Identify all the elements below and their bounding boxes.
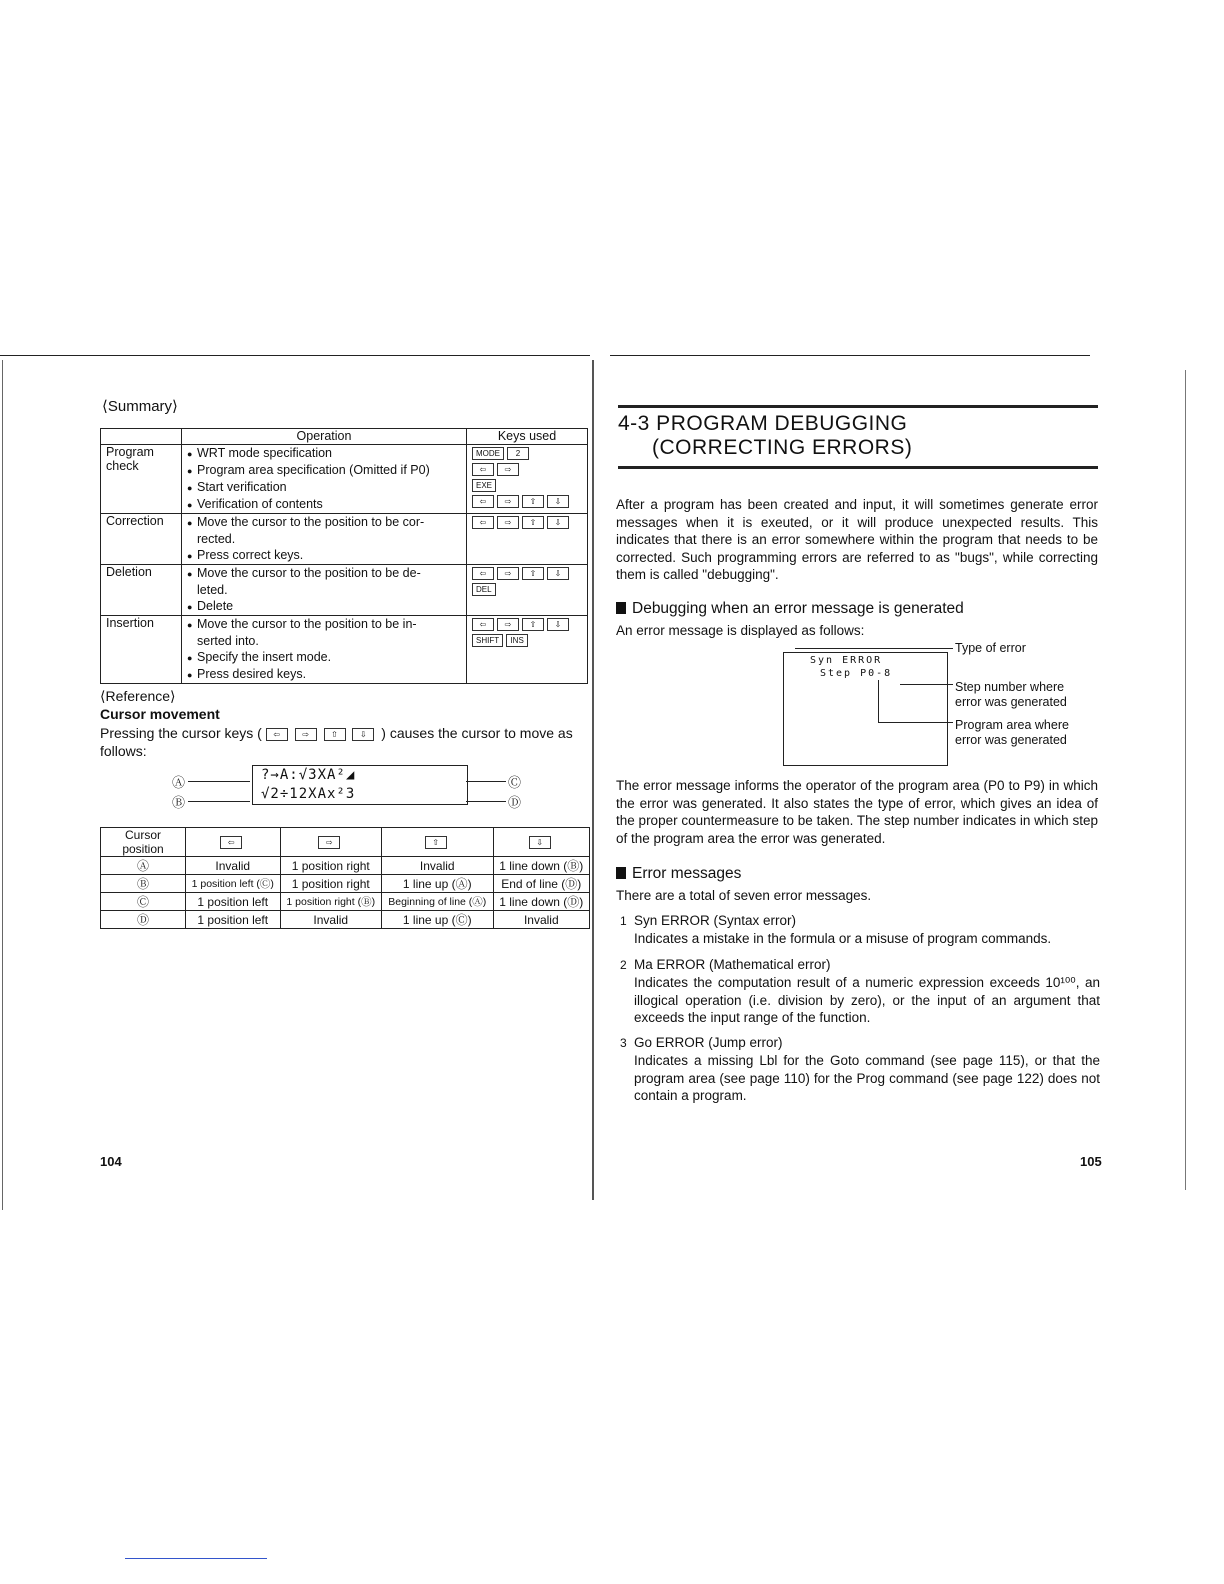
cursor-body: [101, 857, 590, 929]
key-left: ⇦: [266, 728, 288, 741]
summary-header-row: [101, 429, 588, 445]
key-cap: ⇦: [472, 463, 494, 476]
top-scan-line-left: [0, 355, 590, 356]
summary-table: [100, 428, 588, 684]
summary-operations: [182, 616, 467, 684]
cursor-position-cell: Ⓑ: [101, 875, 186, 893]
summary-keys: [467, 565, 588, 616]
annotation-area: Program area where error was generated: [955, 718, 1069, 747]
summary-category: Correction: [101, 514, 182, 565]
summary-row: [101, 616, 588, 684]
key-group: [472, 477, 582, 493]
key-cap: ⇧: [522, 618, 544, 631]
bullet-icon: ●: [187, 551, 193, 561]
area-leader-vertical: [878, 680, 879, 722]
subhead-debugging: Debugging when an error message is generated: [616, 600, 964, 618]
summary-category: Program check: [101, 445, 182, 514]
summary-keys: [467, 616, 588, 684]
summary-category: Insertion: [101, 616, 182, 684]
cursor-row: [101, 911, 590, 929]
bullet-icon: ●: [187, 620, 193, 630]
summary-operation: [187, 633, 461, 649]
key-cap: ⇩: [547, 567, 569, 580]
error-3-number: 3: [620, 1036, 627, 1050]
summary-title: ⟨Summary⟩: [102, 398, 178, 415]
key-cap: SHIFT: [472, 634, 503, 647]
operation-text: WRT mode specification: [197, 446, 333, 460]
operation-text: Press correct keys.: [197, 548, 304, 562]
cursor-result-cell: Invalid: [280, 911, 381, 929]
bullet-icon: ●: [187, 449, 193, 459]
summary-operation: [187, 462, 461, 479]
operation-text: rected.: [197, 532, 236, 546]
cursor-row: [101, 875, 590, 893]
pressing-text-a: Pressing the cursor keys (: [100, 725, 262, 741]
cursor-position-cell: Ⓐ: [101, 857, 186, 875]
page-number-left: 104: [100, 1154, 122, 1169]
total-text: There are a total of seven error messages.: [616, 888, 872, 903]
key-group: [472, 514, 582, 530]
summary-operation: [187, 582, 461, 598]
key-cap: ⇦: [472, 567, 494, 580]
cursor-header-right: ⇨: [280, 828, 381, 857]
operation-text: Program area specification (Omitted if P0): [197, 463, 430, 477]
section-title-line-1: 4-3 PROGRAM DEBUGGING: [618, 412, 908, 435]
page-number-right: 105: [1080, 1154, 1102, 1169]
cursor-position-cell: Ⓒ: [101, 893, 186, 911]
key-group: [472, 445, 582, 461]
cursor-result-cell: 1 line up (Ⓒ): [381, 911, 493, 929]
header-keys: Keys used: [467, 429, 588, 445]
key-cap: 2: [507, 447, 529, 460]
cursor-result-cell: 1 line down (Ⓑ): [493, 857, 589, 875]
displayed-as-text: An error message is displayed as follows:: [616, 623, 865, 638]
annotation-type: Type of error: [955, 641, 1026, 655]
cursor-result-cell: 1 position right (Ⓑ): [280, 893, 381, 911]
bullet-icon: ●: [187, 466, 193, 476]
operation-text: serted into.: [197, 634, 259, 648]
right-edge-line: [1185, 370, 1186, 1190]
bullet-icon: ●: [187, 500, 193, 510]
key-cap: INS: [506, 634, 528, 647]
summary-operations: [182, 565, 467, 616]
intro-paragraph: After a program has been created and input, it will sometimes generate error messages when it is exeuted, or it will produce unexpected results. This indicates that there is an error somewhere within the program that needs to be corrected. Such programming errors are referred to as "bugs", while correcting them is called "debugging".: [616, 497, 1098, 582]
label-b: Ⓑ: [172, 795, 186, 810]
cursor-position-cell: Ⓓ: [101, 911, 186, 929]
bullet-icon: ●: [187, 670, 193, 680]
title-rule-bottom: [618, 466, 1098, 469]
section-title: [618, 412, 1098, 460]
key-group: [472, 565, 582, 581]
bullet-icon: ●: [187, 653, 193, 663]
square-bullet-icon: [616, 867, 626, 879]
key-cap: ⇦: [472, 495, 494, 508]
title-rule-top: [618, 405, 1098, 408]
operation-text: Move the cursor to the position to be cor-: [197, 515, 425, 529]
error-screen-line-1: Syn ERROR: [810, 655, 883, 666]
label-d: Ⓓ: [508, 795, 522, 810]
key-cap: ⇧: [522, 495, 544, 508]
cursor-result-cell: Beginning of line (Ⓐ): [381, 893, 493, 911]
operation-text: Verification of contents: [197, 497, 323, 511]
header-category: [101, 429, 182, 445]
leader-c: [466, 781, 506, 782]
error-3-title: Go ERROR (Jump error): [634, 1035, 783, 1050]
cursor-result-cell: Invalid: [493, 911, 589, 929]
summary-operation: [187, 547, 461, 564]
error-screen: [783, 652, 948, 766]
operation-text: Move the cursor to the position to be de-: [197, 566, 421, 580]
reference-title: ⟨Reference⟩: [100, 688, 176, 704]
key-right: ⇨: [295, 728, 317, 741]
operation-text: Start verification: [197, 480, 287, 494]
header-operation: Operation: [182, 429, 467, 445]
error-1-desc: Indicates a mistake in the formula or a misuse of program commands.: [634, 931, 1052, 946]
type-leader: [795, 648, 953, 649]
key-cap: DEL: [472, 583, 496, 596]
pressing-text-b: ) causes the cursor to move as follows:: [100, 725, 573, 759]
label-a: Ⓐ: [172, 775, 186, 790]
summary-operation: [187, 496, 461, 513]
cursor-header-down: ⇩: [493, 828, 589, 857]
key-group: [472, 493, 582, 509]
summary-body: [101, 445, 588, 684]
screen-line-2: √2÷12XAx²3: [261, 786, 356, 802]
cursor-result-cell: 1 position left (Ⓒ): [186, 875, 281, 893]
cursor-result-cell: 1 position right: [280, 875, 381, 893]
informs-paragraph: The error message informs the operator of the program area (P0 to P9) in which the error was generated. It also states the type of error, which gives an idea of the proper countermeasure to be taken. The step number indicates in which step of the program area the error was generated.: [616, 778, 1098, 846]
cursor-result-cell: 1 line down (Ⓓ): [493, 893, 589, 911]
error-2-number: 2: [620, 958, 627, 972]
area-leader: [878, 722, 953, 723]
key-cap: ⇨: [497, 495, 519, 508]
label-c: Ⓒ: [508, 775, 522, 790]
cursor-table: [100, 827, 590, 929]
cursor-header-row: [101, 828, 590, 857]
square-bullet-icon: [616, 602, 626, 614]
subhead-error-messages: Error messages: [616, 865, 741, 883]
bullet-icon: ●: [187, 518, 193, 528]
bullet-icon: ●: [187, 569, 193, 579]
bullet-icon: ●: [187, 602, 193, 612]
top-scan-line-right: [610, 355, 1090, 356]
leader-b: [188, 801, 250, 802]
key-cap: EXE: [472, 479, 496, 492]
summary-operation: [187, 445, 461, 462]
cursor-row: [101, 857, 590, 875]
error-2-title: Ma ERROR (Mathematical error): [634, 957, 831, 972]
section-title-line-2: (CORRECTING ERRORS): [652, 436, 913, 459]
cursor-row: [101, 893, 590, 911]
cursor-result-cell: 1 position left: [186, 893, 281, 911]
summary-operations: [182, 445, 467, 514]
key-up: ⇧: [324, 728, 346, 741]
summary-row: [101, 445, 588, 514]
key-group: [472, 461, 582, 477]
cursor-header-left: ⇦: [186, 828, 281, 857]
key-cap: ⇦: [472, 516, 494, 529]
key-cap: ⇧: [522, 516, 544, 529]
screen-line-1: ?→A:√3XA²◢: [261, 767, 356, 783]
summary-operation: [187, 666, 461, 683]
cursor-movement-title: Cursor movement: [100, 706, 220, 722]
key-group: [472, 632, 582, 648]
operation-text: Press desired keys.: [197, 667, 307, 681]
summary-operation: [187, 514, 461, 531]
step-leader: [900, 684, 953, 685]
bottom-scan-line: [125, 1558, 267, 1559]
cursor-result-cell: End of line (Ⓓ): [493, 875, 589, 893]
key-cap: ⇩: [547, 516, 569, 529]
page-fold-line: [592, 360, 594, 1200]
error-1-number: 1: [620, 914, 627, 928]
summary-operation: [187, 565, 461, 582]
summary-operation: [187, 479, 461, 496]
summary-operations: [182, 514, 467, 565]
error-1-title: Syn ERROR (Syntax error): [634, 913, 797, 928]
key-cap: ⇨: [497, 463, 519, 476]
key-group: [472, 581, 582, 597]
annotation-step: Step number where error was generated: [955, 680, 1067, 709]
summary-operation: [187, 598, 461, 615]
summary-category: Deletion: [101, 565, 182, 616]
leader-d: [466, 801, 506, 802]
cursor-result-cell: 1 position left: [186, 911, 281, 929]
cursor-header-first: Cursor position: [101, 828, 186, 857]
summary-row: [101, 565, 588, 616]
operation-text: leted.: [197, 583, 228, 597]
summary-keys: [467, 514, 588, 565]
operation-text: Specify the insert mode.: [197, 650, 332, 664]
cursor-header-up: ⇧: [381, 828, 493, 857]
key-cap: ⇨: [497, 567, 519, 580]
key-group: [472, 616, 582, 632]
key-cap: MODE: [472, 447, 504, 460]
bullet-icon: ●: [187, 483, 193, 493]
operation-text: Delete: [197, 599, 234, 613]
pressing-text: [100, 724, 590, 760]
error-2-desc: Indicates the computation result of a numeric expression exceeds 10¹⁰⁰, an illogical operation (i.e. division by zero), or the input of an argument that exceeds the input range of the function.: [634, 975, 1100, 1025]
key-down: ⇩: [352, 728, 374, 741]
leader-a: [188, 781, 250, 782]
error-3-desc: Indicates a missing Lbl for the Goto command (see page 115), or that the program area (see page 110) for the Prog command (see page 122) does not contain a program.: [634, 1053, 1100, 1103]
left-edge-line: [2, 360, 3, 1210]
key-cap: ⇦: [472, 618, 494, 631]
error-screen-line-2: Step P0-8: [820, 668, 893, 679]
summary-operation: [187, 531, 461, 547]
key-cap: ⇨: [497, 516, 519, 529]
summary-row: [101, 514, 588, 565]
key-cap: ⇩: [547, 618, 569, 631]
cursor-result-cell: Invalid: [186, 857, 281, 875]
key-cap: ⇧: [522, 567, 544, 580]
key-cap: ⇨: [497, 618, 519, 631]
key-cap: ⇩: [547, 495, 569, 508]
cursor-result-cell: 1 line up (Ⓐ): [381, 875, 493, 893]
summary-operation: [187, 649, 461, 666]
operation-text: Move the cursor to the position to be in-: [197, 617, 417, 631]
summary-keys: [467, 445, 588, 514]
summary-operation: [187, 616, 461, 633]
cursor-result-cell: Invalid: [381, 857, 493, 875]
calculator-screen: [252, 765, 468, 805]
cursor-result-cell: 1 position right: [280, 857, 381, 875]
